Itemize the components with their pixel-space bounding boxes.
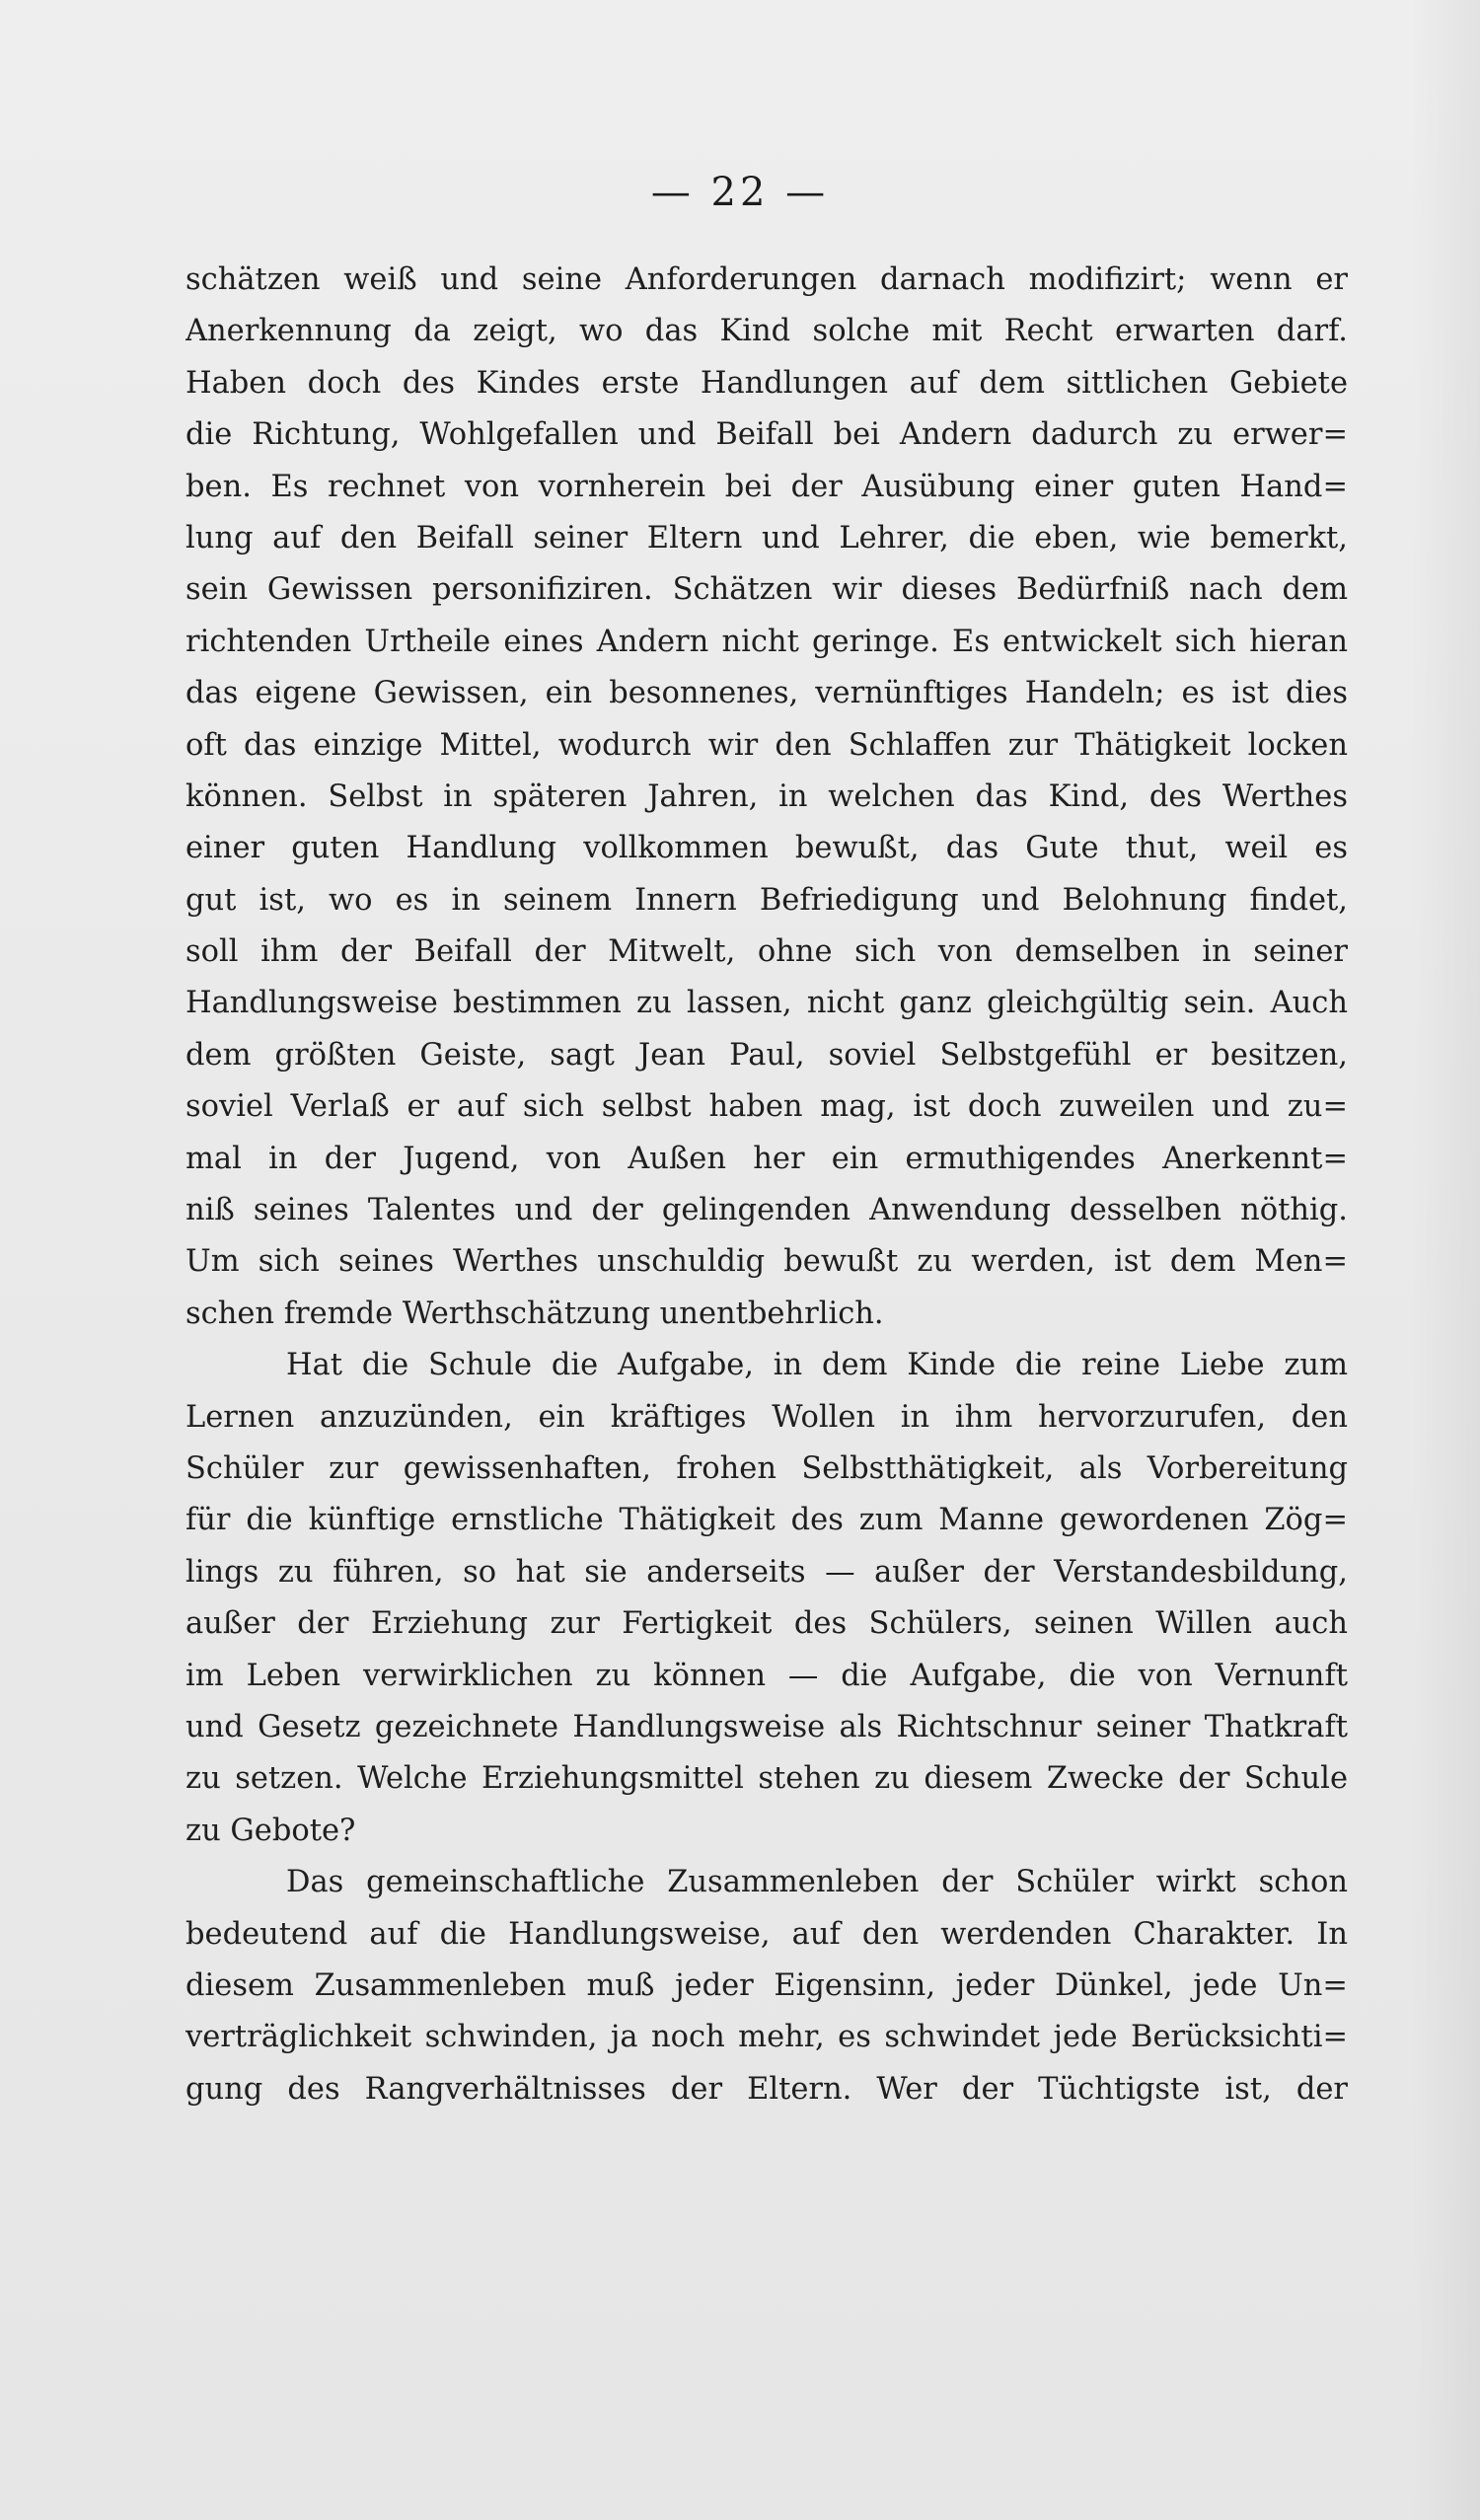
text-line: dem größten Geiste, sagt Jean Paul, soviel Selbstgefühl er besitzen, (185, 1037, 1348, 1073)
text-line: außer der Erziehung zur Fertigkeit des Schülers, seinen Willen auch (185, 1606, 1348, 1642)
text-line: einer guten Handlung vollkommen bewußt, das Gute thut, weil es (185, 831, 1348, 866)
text-line: schätzen weiß und seine Anforderungen darnach modifizirt; wenn er (185, 262, 1348, 297)
text-line: lings zu führen, so hat sie anderseits — außer der Verstandesbildung, (185, 1554, 1348, 1590)
text-line: für die künftige ernstliche Thätigkeit des zum Manne gewordenen Zög= (185, 1503, 1348, 1538)
text-line: im Leben verwirklichen zu können — die Aufgabe, die von Vernunft (185, 1658, 1348, 1693)
text-line: soviel Verlaß er auf sich selbst haben mag, ist doch zuweilen und zu= (185, 1089, 1348, 1125)
text-line: oft das einzige Mittel, wodurch wir den Schlaffen zur Thätigkeit locken (185, 727, 1348, 763)
text-line: Handlungsweise bestimmen zu lassen, nicht ganz gleichgültig sein. Auch (185, 986, 1348, 1021)
text-line: mal in der Jugend, von Außen her ein ermuthigendes Anerkennt= (185, 1141, 1348, 1176)
text-line: ben. Es rechnet von vornherein bei der Ausübung einer guten Hand= (185, 469, 1348, 504)
text-line: sein Gewissen personifiziren. Schätzen wir dieses Bedürfniß nach dem (185, 572, 1348, 608)
text-line: die Richtung, Wohlgefallen und Beifall bei Andern dadurch zu erwer= (185, 417, 1348, 453)
body-text (185, 255, 1348, 2115)
text-line: Schüler zur gewissenhaften, frohen Selbstthätigkeit, als Vorbereitung (185, 1450, 1348, 1486)
text-line: richtenden Urtheile eines Andern nicht geringe. Es entwickelt sich hieran (185, 624, 1348, 659)
text-line: Hat die Schule die Aufgabe, in dem Kinde die reine Liebe zum (286, 1348, 1348, 1383)
text-line: können. Selbst in späteren Jahren, in welchen das Kind, des Werthes (185, 778, 1348, 814)
text-line: Das gemeinschaftliche Zusammenleben der Schüler wirkt schon (286, 1865, 1348, 1900)
text-line: gut ist, wo es in seinem Innern Befriedigung und Belohnung findet, (185, 882, 1348, 918)
text-line: bedeutend auf die Handlungsweise, auf den werdenden Charakter. In (185, 1916, 1348, 1952)
text-line: das eigene Gewissen, ein besonnenes, vernünftiges Handeln; es ist dies (185, 676, 1348, 711)
text-line: lung auf den Beifall seiner Eltern und Lehrer, die eben, wie bemerkt, (185, 520, 1348, 556)
text-line: schen fremde Werthschätzung unentbehrlich. (185, 1296, 884, 1331)
text-line: Lernen anzuzünden, ein kräftiges Wollen in ihm hervorzurufen, den (185, 1399, 1348, 1435)
text-line: diesem Zusammenleben muß jeder Eigensinn, jeder Dünkel, jede Un= (185, 1967, 1348, 2003)
text-line: gung des Rangverhältnisses der Eltern. Wer der Tüchtigste ist, der (185, 2071, 1348, 2107)
text-line: niß seines Talentes und der gelingenden Anwendung desselben nöthig. (185, 1193, 1348, 1228)
page-number: — 22 — (650, 170, 830, 215)
text-line: Anerkennung da zeigt, wo das Kind solche mit Recht erwarten darf. (185, 314, 1348, 349)
text-line: Haben doch des Kindes erste Handlungen auf dem sittlichen Gebiete (185, 365, 1348, 401)
text-line: zu Gebote? (185, 1813, 356, 1848)
text-line: Um sich seines Werthes unschuldig bewußt zu werden, ist dem Men= (185, 1244, 1348, 1280)
text-line: und Gesetz gezeichnete Handlungsweise als Richtschnur seiner Thatkraft (185, 1709, 1348, 1744)
text-line: verträglichkeit schwinden, ja noch mehr, es schwindet jede Berücksichti= (185, 2020, 1348, 2055)
text-line: zu setzen. Welche Erziehungsmittel stehen zu diesem Zwecke der Schule (185, 1761, 1348, 1797)
text-line: soll ihm der Beifall der Mitwelt, ohne sich von demselben in seiner (185, 934, 1348, 970)
